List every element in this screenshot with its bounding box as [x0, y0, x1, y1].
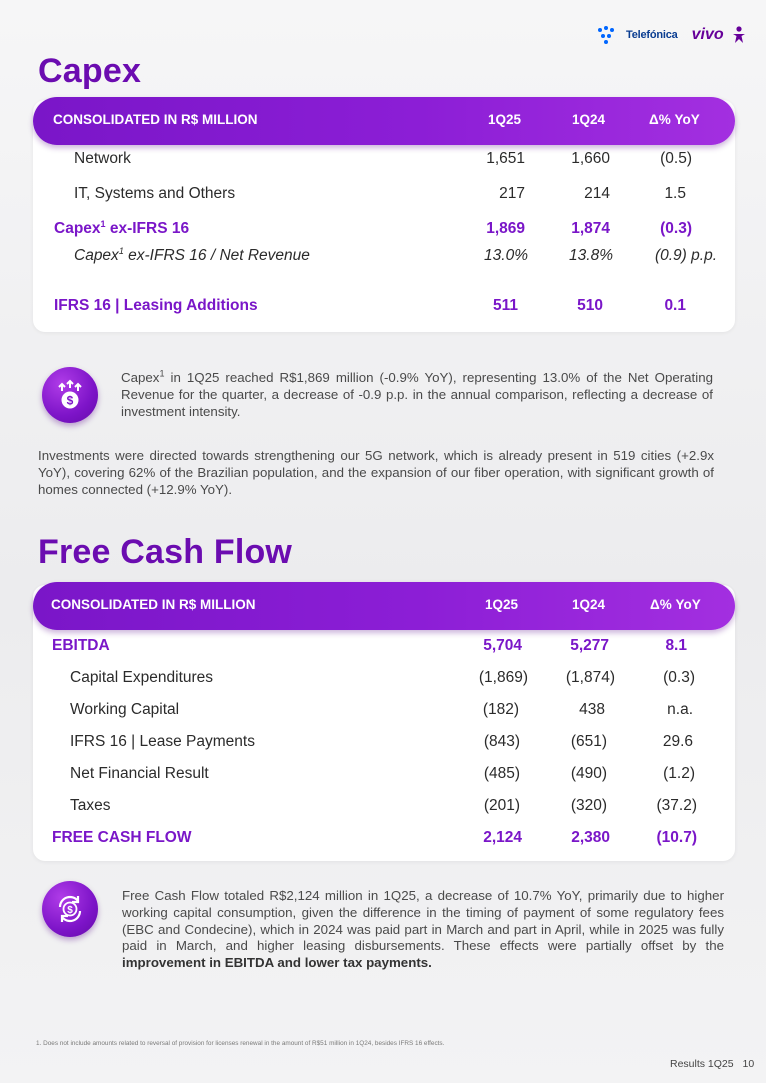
row-yoy: (37.2)	[656, 797, 697, 814]
row-1q24: (490)	[570, 765, 607, 782]
footnote: 1. Does not include amounts related to reversal of provision for licenses renewal in the amount of R$51 million in 1Q24, besides IFRS 16 effects.	[36, 1040, 445, 1047]
row-1q25: 5,704	[483, 637, 522, 654]
fcf-header-yoy: Δ% YoY	[650, 597, 701, 612]
row-1q24: 13.8%	[569, 247, 613, 264]
row-1q24: (651)	[570, 733, 607, 750]
svg-text:$: $	[66, 393, 74, 408]
vivo-logo-icon	[732, 26, 746, 44]
capex-title: Capex	[38, 52, 142, 90]
row-1q24: 214	[584, 185, 610, 202]
row-label: Net Financial Result	[70, 765, 209, 782]
svg-text:$: $	[67, 905, 73, 916]
row-label: Capex$^1$ ex-IFRS 16	[54, 218, 190, 237]
row-1q24: 2,380	[571, 829, 610, 846]
row-label: Working Capital	[70, 701, 180, 718]
row-yoy: (0.5)	[660, 150, 692, 167]
row-label: Network	[74, 150, 131, 167]
telefonica-logo-text: Telefónica	[626, 29, 678, 41]
row-1q24: 5,277	[570, 637, 609, 654]
header-logos	[598, 26, 746, 44]
row-label: IT, Systems and Others	[74, 185, 236, 202]
page-number: 10	[742, 1058, 755, 1070]
table-row	[0, 669, 766, 689]
row-1q24: (320)	[570, 797, 607, 814]
table-row	[0, 829, 766, 849]
capex-header-yoy: Δ% YoY	[649, 112, 700, 127]
row-1q24: (1,874)	[565, 669, 615, 686]
row-label: Taxes	[70, 797, 111, 814]
row-label: IFRS 16 | Lease Payments	[70, 733, 255, 750]
row-yoy: 1.5	[664, 185, 686, 202]
table-row	[0, 733, 766, 753]
row-yoy: (0.3)	[660, 220, 692, 237]
row-yoy: (10.7)	[656, 829, 697, 846]
row-1q25: 13.0%	[484, 247, 528, 264]
capex-header-1q24: 1Q24	[572, 112, 606, 127]
row-1q24: 1,874	[571, 220, 610, 237]
row-1q24: 1,660	[571, 150, 610, 167]
table-row	[0, 701, 766, 721]
table-row	[0, 220, 766, 240]
row-label: EBITDA	[52, 637, 110, 654]
row-yoy: 8.1	[665, 637, 687, 654]
row-1q25: 2,124	[483, 829, 522, 846]
row-1q25: 217	[499, 185, 525, 202]
capex-summary-paragraph: Capex$^1$ in 1Q25 reached R$1,869 million (-0.9% YoY), representing 13.0% of the Net Operating Revenue for the quarter, a decrease of -0.9 p.p. in the annual comparison, reflecting a decrease of investment intensity.	[121, 368, 713, 419]
row-1q25: 511	[492, 297, 518, 314]
row-1q25: 1,869	[486, 220, 525, 237]
fcf-header-1q25: 1Q25	[485, 597, 519, 612]
investment-money-icon	[42, 367, 98, 423]
row-1q25: (201)	[483, 797, 520, 814]
table-row	[0, 765, 766, 785]
row-label: IFRS 16 | Leasing Additions	[54, 297, 258, 314]
capex-investment-paragraph: Investments were directed towards strengthening our 5G network, which is already present in 519 cities (+2.9x YoY), covering 62% of the Brazilian population, and the expansion of our fiber operation, with significant growth of homes connected (+12.9% YoY).	[38, 448, 714, 497]
table-row	[0, 637, 766, 657]
row-yoy: 29.6	[662, 733, 693, 750]
row-1q25: (182)	[482, 701, 519, 718]
row-yoy: (0.3)	[663, 669, 695, 686]
row-1q25: 1,651	[486, 150, 525, 167]
row-1q25: (1,869)	[478, 669, 528, 686]
row-1q24: 510	[577, 297, 603, 314]
fcf-header-label: CONSOLIDATED IN R$ MILLION	[51, 597, 256, 612]
row-yoy: (1.2)	[663, 765, 695, 782]
row-yoy: 0.1	[664, 297, 686, 314]
row-1q25: (485)	[483, 765, 520, 782]
table-row	[0, 297, 766, 317]
row-1q25: (843)	[483, 733, 520, 750]
table-row	[0, 797, 766, 817]
row-label: FREE CASH FLOW	[52, 829, 192, 846]
row-label: Capital Expenditures	[70, 669, 214, 686]
cash-flow-cycle-icon	[42, 881, 98, 937]
vivo-logo-text: vivo	[691, 26, 724, 43]
table-row	[0, 185, 766, 205]
page-footer	[670, 1058, 754, 1070]
capex-header-1q25: 1Q25	[488, 112, 522, 127]
fcf-header-1q24: 1Q24	[572, 597, 606, 612]
row-yoy: (0.9) p.p.	[654, 247, 717, 264]
telefonica-logo-icon	[598, 26, 618, 44]
capex-table-header	[33, 97, 735, 145]
row-yoy: n.a.	[667, 701, 693, 718]
table-row	[0, 150, 766, 170]
row-label: Capex$^1$ ex-IFRS 16 / Net Revenue	[74, 245, 310, 264]
table-row	[0, 247, 766, 267]
page-label: Results 1Q25	[670, 1058, 734, 1070]
row-1q24: 438	[579, 701, 605, 718]
capex-header-label: CONSOLIDATED IN R$ MILLION	[53, 112, 258, 127]
fcf-title: Free Cash Flow	[38, 533, 293, 571]
fcf-table-header	[33, 582, 735, 630]
fcf-summary-paragraph: Free Cash Flow totaled R$2,124 million in 1Q25, a decrease of 10.7% YoY, primarily due to higher working capital consumption, given the difference in the timing of payment of some regulatory fees (EBC and Condecine), which in 2024 was paid part in March and part in April, while in 2025 was fully paid in March, and higher leasing disbursements. These effects were partially offset by the improvement in EBITDA and lower tax payments.	[122, 888, 724, 971]
